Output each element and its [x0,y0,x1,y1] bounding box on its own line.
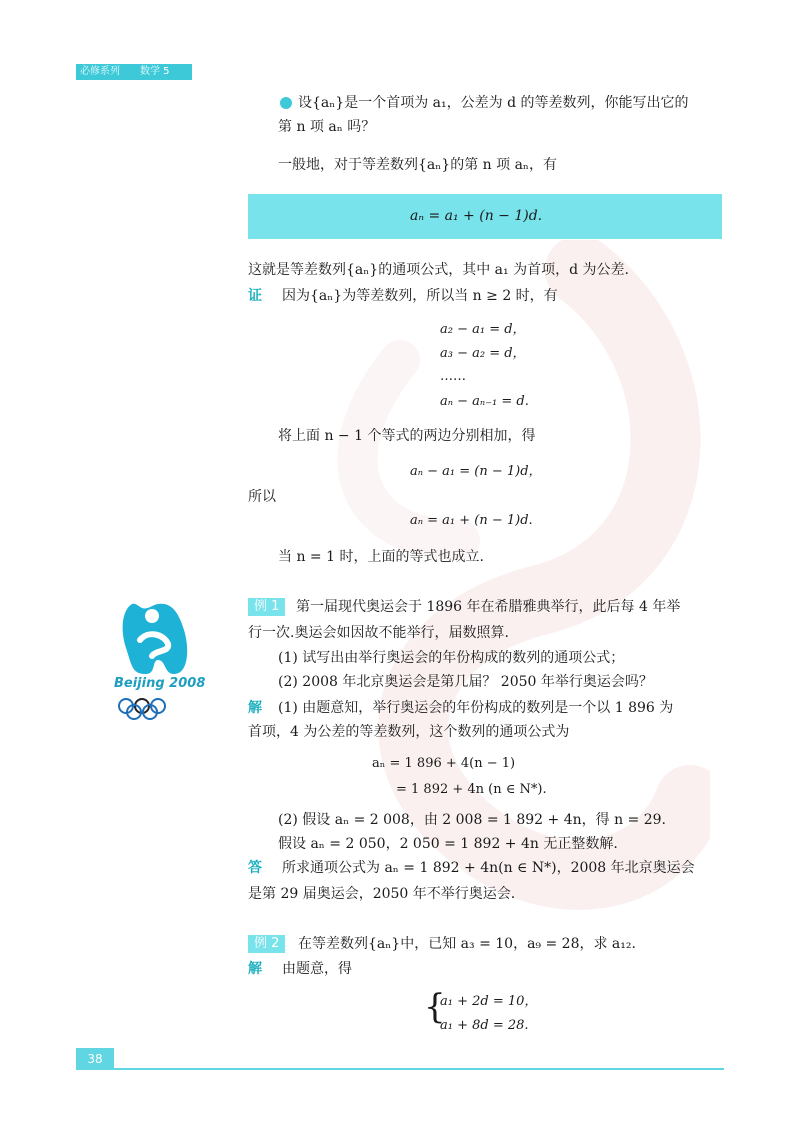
proof-equation: a₃ − a₂ = d， [440,346,526,361]
system-brace: { [424,987,446,1027]
proof-sum-text: 将上面 n − 1 个等式的两边分别相加，得 [278,428,536,444]
proof-label: 证 [248,288,262,304]
example-2-tag: 例 2 [248,935,285,953]
logo-text: Beijing 2008 [114,676,206,691]
answer-line-2: 是第 29 届奥运会，2050 年不举行奥运会. [248,886,516,902]
solution-2-line-a: (2) 假设 aₙ = 2 008，由 2 008 = 1 892 + 4n，得 n = 29. [278,812,667,828]
general-statement: 一般地，对于等差数列{aₙ}的第 n 项 aₙ，有 [278,157,557,173]
general-term-formula: aₙ = a₁ + (n − 1)d. [410,208,543,224]
solution-equation-1: aₙ = 1 896 + 4(n − 1) [372,756,516,771]
example-2-text: 在等差数列{aₙ}中，已知 a₃ = 10，a₉ = 28，求 a₁₂. [298,936,636,952]
proof-intro: 因为{aₙ}为等差数列，所以当 n ≥ 2 时，有 [282,288,558,304]
question-line-2: 第 n 项 aₙ 吗？ [278,119,376,135]
solution-equation-2: = 1 892 + 4n (n ∈ N*). [396,782,547,797]
proof-equation: a₂ − a₁ = d， [440,322,526,337]
question-line-1: 设{aₙ}是一个首项为 a₁，公差为 d 的等差数列，你能写出它的 [298,95,689,111]
solution-2-line-b: 假设 aₙ = 2 050，2 050 = 1 892 + 4n 无正整数解. [278,836,618,852]
system-equation-1: a₁ + 2d = 10， [440,994,538,1009]
example-1-line-1: 第一届现代奥运会于 1896 年在希腊雅典举行，此后每 4 年举 [296,599,681,615]
page-number: 38 [87,1052,103,1066]
answer-label: 答 [248,860,262,876]
proof-note: 当 n = 1 时，上面的等式也成立. [278,549,484,565]
solution-label: 解 [248,961,262,977]
bullet-dot-icon [280,97,292,109]
proof-sum-equation: aₙ − a₁ = (n − 1)d， [410,464,542,479]
system-equation-2: a₁ + 8d = 28. [440,1018,529,1033]
header-series: 必修系列 [80,66,120,77]
proof-so: 所以 [248,489,276,505]
example-1-question-2: (2) 2008 年北京奥运会是第几届？ 2050 年举行奥运会吗？ [278,674,653,690]
answer-line-1: 所求通项公式为 aₙ = 1 892 + 4n(n ∈ N*)，2008 年北京奥运会 [282,860,695,876]
beijing-2008-logo [112,600,212,720]
proof-equation: aₙ − aₙ₋₁ = d. [440,394,529,409]
example-2-solution: 由题意，得 [282,961,352,977]
example-1-question-1: (1) 试写出由举行奥运会的年份构成的数列的通项公式； [278,650,625,666]
example-1-line-2: 行一次.奥运会如因故不能举行，届数照算. [248,625,509,641]
solution-label: 解 [248,700,262,716]
proof-ellipsis: …… [440,369,466,384]
solution-1-line-a: (1) 由题意知，举行奥运会的年份构成的数列是一个以 1 896 为 [278,700,674,716]
footer-line [114,1068,724,1070]
header-book-title: 数学 5 [140,66,170,77]
example-1-tag: 例 1 [248,598,285,616]
proof-result: aₙ = a₁ + (n − 1)d. [410,513,533,528]
definition-text: 这就是等差数列{aₙ}的通项公式，其中 a₁ 为首项，d 为公差. [248,262,629,278]
solution-1-line-b: 首项，4 为公差的等差数列，这个数列的通项公式为 [248,724,570,740]
